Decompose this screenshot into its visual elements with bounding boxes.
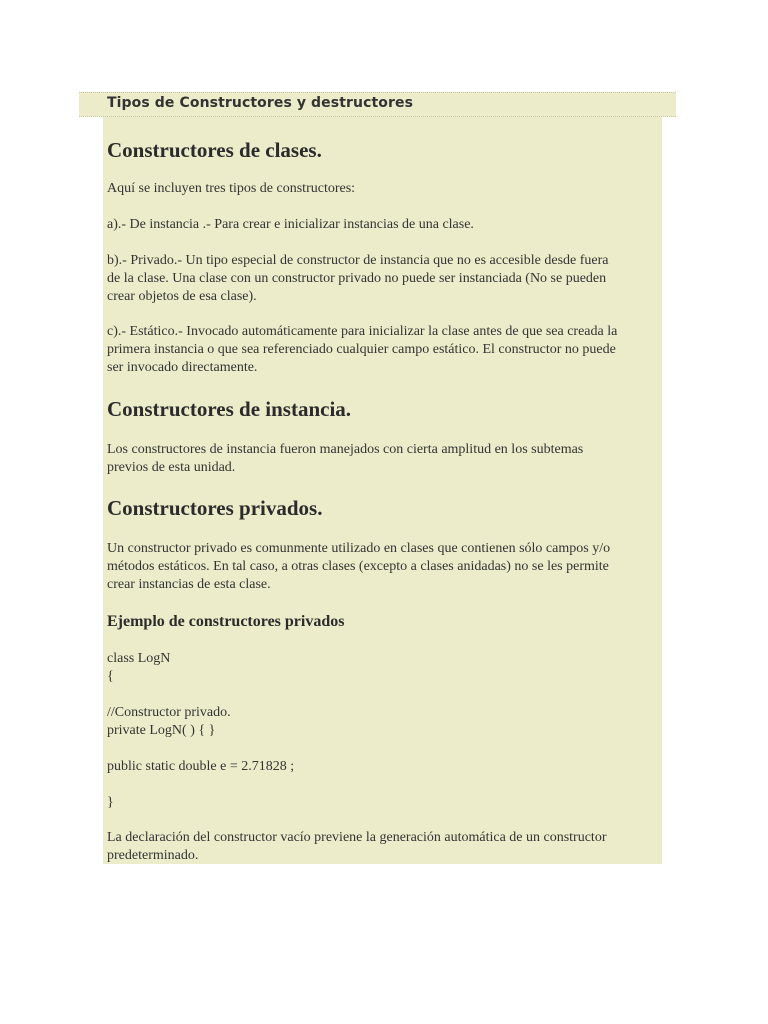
section-header-title: Tipos de Constructores y destructores (107, 95, 414, 111)
text-line: de la clase. Una clase con un constructor privado no puede ser instanciada (No se pueden (107, 271, 607, 286)
paragraph-item-b (107, 252, 659, 306)
text-line: métodos estáticos. En tal caso, a otras clases (excepto a clases anidadas) no se les permite (107, 559, 609, 574)
text-line: La declaración del constructor vacío previene la generación automática de un constructor (107, 830, 607, 845)
code-constructor (107, 704, 659, 740)
text-line: Un constructor privado es comunmente utilizado en clases que contienen sólo campos y/o (107, 541, 611, 556)
text-line: b).- Privado.- Un tipo especial de constructor de instancia que no es accesible desde fuera (107, 253, 609, 268)
code-line: { (107, 669, 114, 684)
code-line: private LogN( ) { } (107, 723, 216, 738)
heading-constructores-de-instancia: Constructores de instancia. (107, 397, 352, 421)
heading-constructores-de-clases: Constructores de clases. (107, 138, 322, 162)
article-content (103, 117, 662, 864)
code-line: class LogN (107, 651, 171, 666)
paragraph-item-a: a).- De instancia .- Para crear e inicializar instancias de una clase. (107, 217, 474, 232)
heading-constructores-privados: Constructores privados. (107, 496, 323, 520)
text-line: primera instancia o que sea referenciado cualquier campo estático. El constructor no puede (107, 342, 616, 357)
code-line: //Constructor privado. (107, 705, 231, 720)
paragraph-closing (107, 829, 659, 864)
paragraph-intro: Aquí se incluyen tres tipos de constructores: (107, 181, 356, 196)
code-field: public static double e = 2.71828 ; (107, 759, 295, 774)
code-close-brace: } (107, 795, 114, 810)
section-header-bar (79, 92, 676, 117)
text-line: Los constructores de instancia fueron manejados con cierta amplitud en los subtemas (107, 442, 584, 457)
text-line: ser invocado directamente. (107, 360, 258, 375)
text-line: predeterminado. (107, 848, 199, 863)
text-line: c).- Estático.- Invocado automáticamente para inicializar la clase antes de que sea creada la (107, 324, 618, 339)
paragraph-item-c (107, 323, 659, 377)
paragraph-privados (107, 540, 659, 594)
heading-ejemplo: Ejemplo de constructores privados (107, 613, 345, 630)
text-line: crear instancias de esta clase. (107, 577, 271, 592)
text-line: crear objetos de esa clase). (107, 289, 257, 304)
paragraph-instancia (107, 441, 659, 477)
code-class-declaration (107, 650, 659, 686)
text-line: previos de esta unidad. (107, 460, 236, 475)
